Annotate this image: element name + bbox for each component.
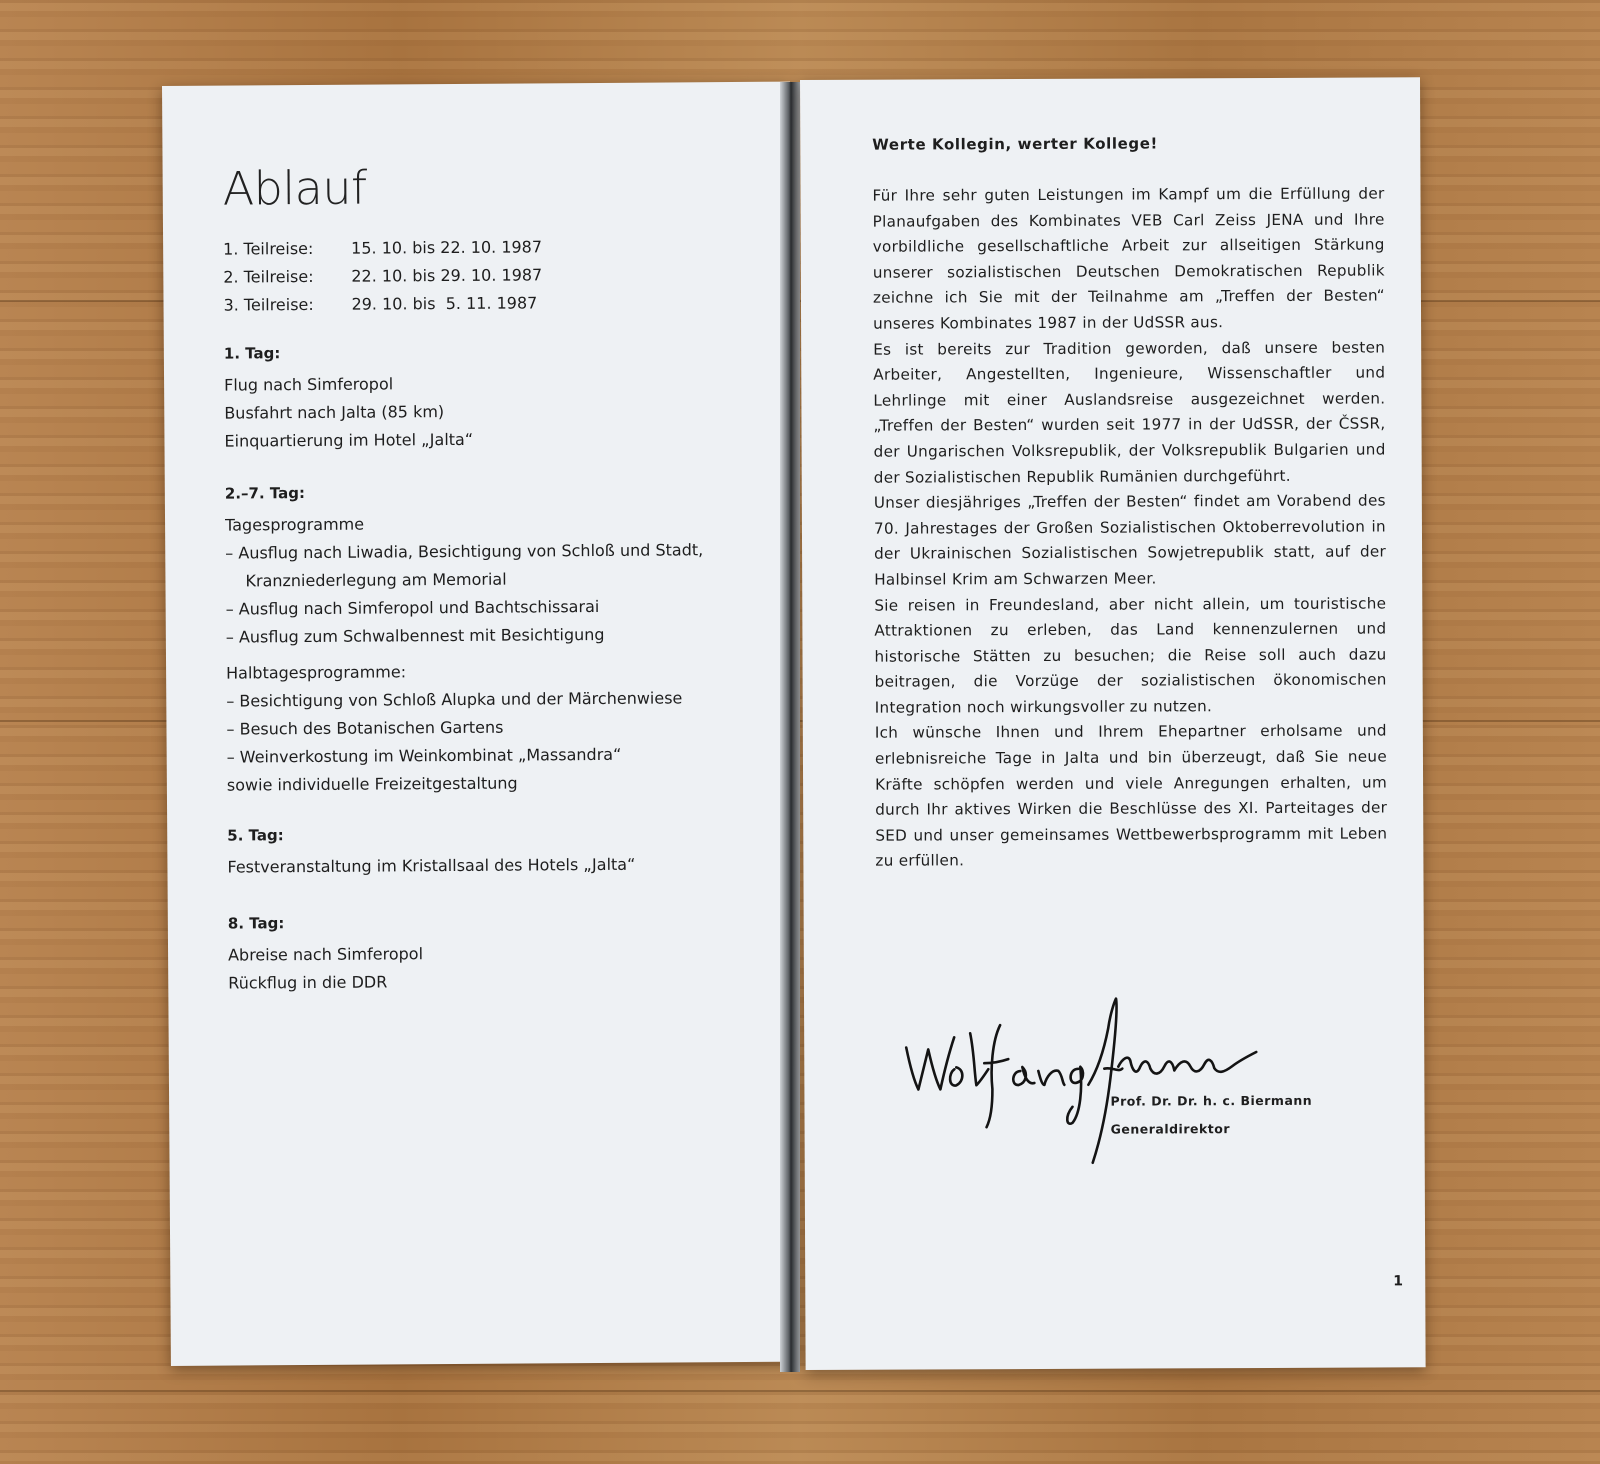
program-item: – Ausflug zum Schwalbennest mit Besichtigung [225, 624, 605, 647]
itinerary-line: Rückflug in die DDR [228, 972, 388, 993]
signer-name: Prof. Dr. Dr. h. c. Biermann [1110, 1092, 1313, 1109]
trip-dates: 15. 10. bis 22. 10. 1987 [351, 237, 543, 258]
letter-paragraph: Unser diesjähriges „Treffen der Besten“ findet am Vorabend des 70. Jahrestages der Großen Sozialistischen Oktoberrevolution in der Ukrainischen Sozialistischen Sowjetrepublik statt, auf der Halbinsel Krim am Schwarzen Meer. [873, 491, 1387, 589]
letter-paragraph: Ich wünsche Ihnen und Ihrem Ehepartner erholsame und erlebnisreiche Tage in Jalta und bin überzeugt, daß Sie neue Kräfte schöpfen werden und viele Anregungen erhalten, um durch Ihr aktives Wirken die Beschlüsse des XI. Parteitages der SED und unser gemeinsames Wettbewerbsprogramm mit Leben zu erfüllen. [874, 721, 1388, 871]
trip-row [223, 265, 542, 295]
letter-body [872, 181, 1387, 874]
day-heading: 2.–7. Tag: [224, 484, 306, 503]
day-heading: 8. Tag: [227, 914, 285, 933]
day-8-section [228, 908, 424, 997]
letter-paragraph: Es ist bereits zur Tradition geworden, daß unsere besten Arbeiter, Angestellten, Ingenieure, Wissenschaftler und Lehrlinge mit einer Auslandsreise ausgezeichnet werden. „Treffen der Besten“ wurden seit 1977 in der UdSSR, der ČSSR, der Ungarischen Volksrepublik, der Volksrepublik Bulgarien und der Sozialistischen Republik Rumänien durchgeführt. [873, 338, 1386, 487]
signer-role: Generaldirektor [1110, 1121, 1231, 1137]
itinerary-line: Festveranstaltung im Kristallsaal des Hotels „Jalta“ [227, 854, 636, 877]
letter-paragraph: Sie reisen in Freundesland, aber nicht allein, um touristische Attraktionen zu erleben, das Land kennenzulernen und historische Stätten zu besuchen; die Reise soll auch dazu beitragen, die Vorzüge der sozialistischen ökonomischen Integration noch wirkungsvoller zu nutzen. [874, 593, 1387, 717]
program-item-continuation: Kranzniederlegung am Memorial [245, 569, 507, 591]
letter-paragraph: Für Ihre sehr guten Leistungen im Kampf um die Erfüllung der Planaufgaben des Kombinates VEB Carl Zeiss JENA und Ihre vorbildliche gesellschaftliche Arbeit zur allseitigen Stärkung unserer sozialistischen Deutschen Demokratischen Republik zeichne ich Sie mit der Teilnahme am „Treffen der Besten“ unseres Kombinates 1987 in der UdSSR aus. [872, 184, 1385, 333]
day-5-section [227, 819, 635, 882]
wood-plank-seam [0, 1390, 1600, 1392]
right-page [800, 77, 1426, 1370]
program-label: Tagesprogramme [225, 514, 365, 535]
trip-row [223, 293, 542, 323]
itinerary-line: Abreise nach Simferopol [228, 944, 424, 965]
page-title: Ablauf [222, 160, 367, 216]
trip-label: 2. Teilreise: [223, 266, 314, 287]
program-item: – Besichtigung von Schloß Alupka und der Märchenwiese [226, 688, 683, 711]
trip-label: 1. Teilreise: [223, 238, 314, 259]
page-number: 1 [1393, 1273, 1404, 1290]
program-item: – Ausflug nach Simferopol und Bachtschissarai [225, 596, 600, 619]
left-page [162, 82, 799, 1366]
trip-dates: 22. 10. bis 29. 10. 1987 [351, 265, 543, 286]
itinerary-line: Flug nach Simferopol [224, 374, 394, 395]
program-closing: sowie individuelle Freizeitgestaltung [226, 773, 518, 795]
program-item: – Besuch des Botanischen Gartens [226, 717, 504, 739]
day-1-section [224, 338, 473, 456]
program-label: Halbtagesprogramme: [226, 662, 407, 683]
days-2-7-section [225, 476, 705, 799]
trip-dates: 29. 10. bis 5. 11. 1987 [351, 293, 538, 314]
itinerary-line: Busfahrt nach Jalta (85 km) [224, 402, 445, 423]
day-heading: 5. Tag: [227, 826, 284, 845]
letter-greeting: Werte Kollegin, werter Kollege! [872, 134, 1158, 154]
program-item: – Weinverkostung im Weinkombinat „Massandra“ [226, 744, 622, 767]
itinerary-line: Einquartierung im Hotel „Jalta“ [224, 429, 474, 451]
trip-row [223, 237, 542, 267]
program-item: – Ausflug nach Liwadia, Besichtigung von Schloß und Stadt, [225, 540, 704, 563]
booklet-spine [780, 82, 800, 1372]
trip-label: 3. Teilreise: [223, 294, 314, 315]
trip-schedule [223, 237, 542, 323]
day-heading: 1. Tag: [223, 344, 281, 363]
handwritten-signature [904, 948, 1305, 1190]
